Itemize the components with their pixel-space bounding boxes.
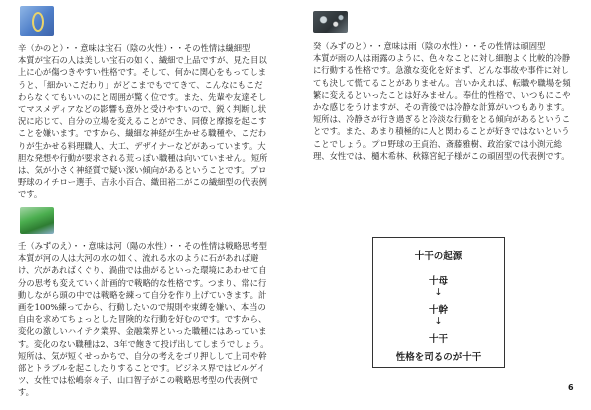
section-title: 壬（みずのえ）・・意味は河（陽の水性）・・その性情は戦略思考型 [18, 241, 267, 251]
box-caption: 性格を司るのが十干 [395, 352, 482, 363]
arrow-down-icon: ↓ [434, 316, 443, 327]
box-line-jikkan: 十干 [428, 334, 448, 345]
jewel-illustration [20, 6, 54, 36]
section-mizunoto [313, 40, 571, 162]
box-title: 十干の起源 [414, 251, 463, 262]
page-number: 6 [568, 383, 574, 392]
jikkan-origin-box [372, 237, 505, 368]
section-mizunoe [18, 240, 270, 399]
section-body: 本質が雨の人は雨露のように、色々なことに対し細胞よく比較的冷静に行動する性格です。急激な変化を好まず、どんな事故や事件に対しても決して慌てることがありません。言いかえれば、転職や職場を頻繁に変えるといったことは好みません。奉仕的性格で、いつもにこやかな感じをうけますが、その背後では冷静な計算がいつもあります。短所は、冷静さが行き過ぎると冷淡な行動をとる傾向があるということです。また、あまり積極的に人と関わることが好きではないということでしょう。プロ野球の王貞治、斎藤雅樹、政治家では小渕元総理、女性では、樋木希林、秋篠宮紀子様がこの頑固型の代表例です。 [313, 53, 571, 161]
rain-illustration [313, 11, 348, 33]
arrow-down-icon: ↓ [434, 287, 443, 298]
section-body: 本質が宝石の人は美しい宝石の如く、繊細で上品ですが、見た目以上に心が傷つきやすい性格です。そして、何かに関心をもってしまうと、「細かいこだわり」がどこまでもでてきて、こんなにもこだわらなくてもいいのにと周囲が驚く位です。また、先輩や友達そしてマスメディアなどの影響も意外と受けやすいので、鋭く判断し状況に応じて、自分の立場を変えることができ、同僚と摩擦を起こすことを嫌います。ですから、繊細な神経が生かせる職種や、こだわりが生かせる料理職人、大工、デザイナーなどがあっています。大胆な発想や行動が要求される荒っぽい職種は向いていません。短所は、気が小さく神経質で疑い深い傾向があるということです。プロ野球のイチロー選手、吉永小百合、織田裕二がこの繊細型の代表例です。 [18, 55, 268, 200]
section-title: 癸（みずのと）・・意味は雨（陰の水性）・・その性情は頑固型 [313, 41, 546, 51]
section-title: 辛（かのと）・・意味は宝石（陰の火性）・・その性情は繊細型 [18, 43, 251, 53]
box-line-jubo: 十母 [428, 276, 448, 287]
section-kanoto [18, 42, 270, 201]
box-line-jukan-trunk: 十幹 [428, 305, 448, 316]
river-illustration [20, 207, 54, 234]
section-body: 本質が河の人は大河の水の如く、流れる水のように石があれば避け、穴があればくぐり、渦曲では曲がるといった環境にあわせて自分の思考も変えていく計画的で戦略的な性格です。つまり、常に行動しながら頭の中では戦略を練って自分を作り上げていきます。計画を100%練ってから、行動したいので規則や束縛を嫌い、本当の自由を求めてちょっとした冒険的な行動を好むのです。ですから、変化の激しいハイテク業界、金融業界といった職種にはあっています。変化のない職種は2、3年で飽きて投げ出してしまうでしょう。短所は、気が短くせっかちで、自分の考えをゴリ押しして上司や幹部とトラブルを起こしたりすることです。ビジネス界ではビルゲイツ、女性では松嶋奈々子、山口智子がこの戦略思考型の代表例です。 [18, 253, 269, 398]
